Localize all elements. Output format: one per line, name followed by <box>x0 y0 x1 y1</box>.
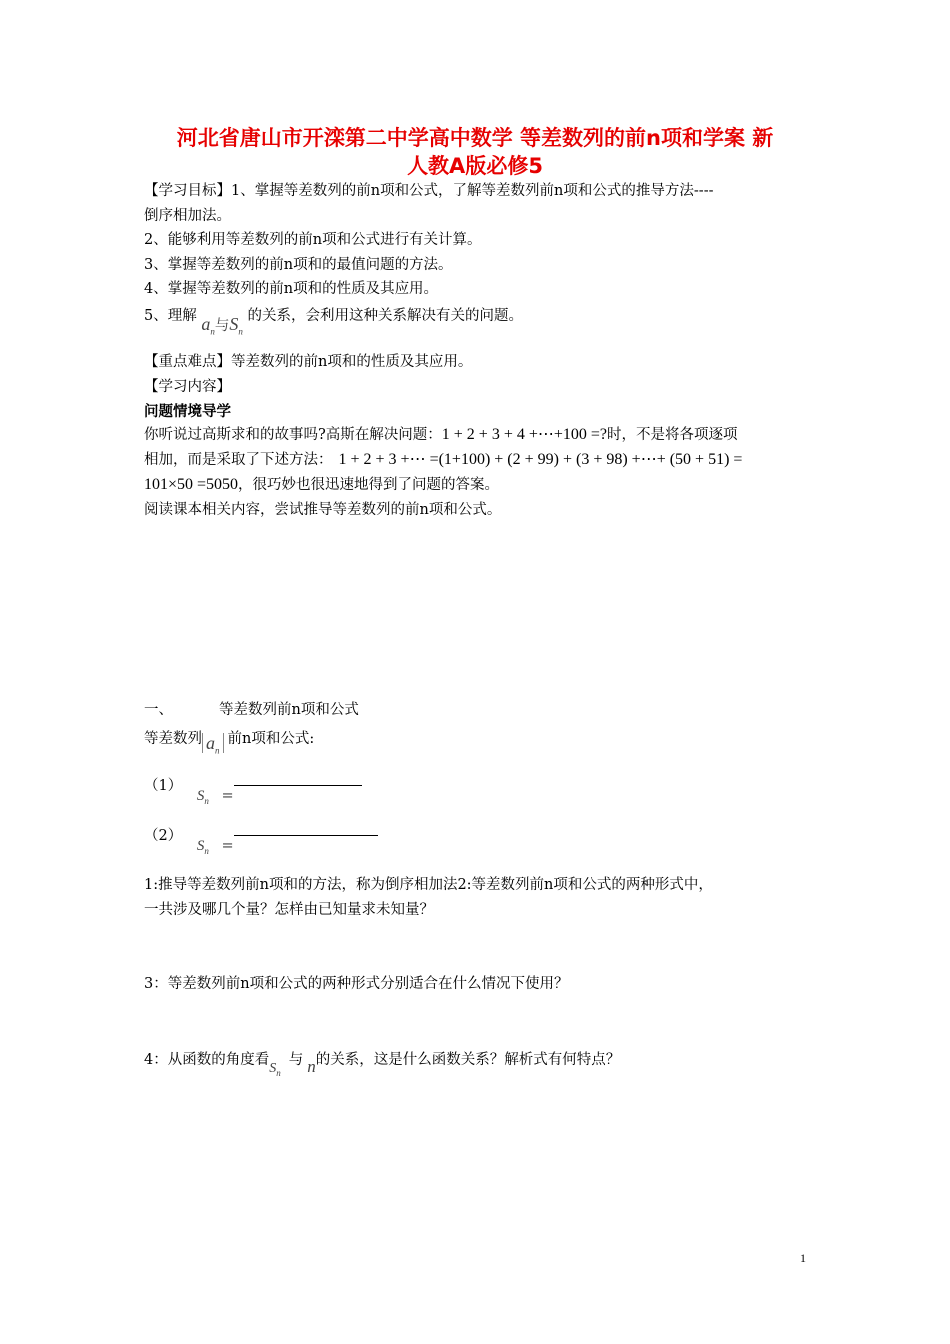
math-with: 与 <box>214 318 230 334</box>
math-n: n <box>307 1057 316 1076</box>
page-number: 1 <box>800 1251 806 1265</box>
equals-sign: = <box>221 788 234 804</box>
gauss-result-math: 101×50 =5050 <box>144 476 239 493</box>
equals-sign: = <box>221 838 234 854</box>
gauss-problem-math: 1 + 2 + 3 + 4 +⋯+100 =? <box>441 426 608 443</box>
intro-line-4: 阅读课本相关内容，尝试推导等差数列的前n项和公式。 <box>144 502 502 518</box>
intro-line-3-text: ，很巧妙也很迅速地得到了问题的答案。 <box>238 477 500 493</box>
gauss-method-math: 1 + 2 + 3 +⋯ =(1+100) + (2 + 99) + (3 + 98) +⋯+ (50 + 51) = <box>338 451 743 468</box>
objective-item-5-suffix: 的关系，会利用这种关系解决有关的问题。 <box>247 308 523 324</box>
document-title-line2: 人教A版必修5 <box>407 154 543 178</box>
objective-item-3: 3、掌握等差数列的前n项和的最值问题的方法。 <box>144 257 453 273</box>
section-one-title: 等差数列前n项和公式 <box>219 702 359 718</box>
answer-blank-2[interactable] <box>234 835 378 836</box>
math-a-n: $a_n$ <box>201 314 215 337</box>
math-set-a-n: $a_n$ <box>202 733 224 753</box>
formula-1-label: （1） <box>144 778 183 794</box>
intro-line-3 <box>144 475 499 495</box>
formula-2 <box>144 826 378 856</box>
key-points: 【重点难点】等差数列的前n项和的性质及其应用。 <box>144 354 473 370</box>
question-1-line2: 一共涉及哪几个量？怎样由已知量求未知量？ <box>144 902 434 918</box>
question-4 <box>144 1049 621 1078</box>
formula-2-label: （2） <box>144 828 183 844</box>
objective-item-5 <box>144 304 523 337</box>
intro-line-1-text: 你听说过高斯求和的故事吗?高斯在解决问题： <box>144 427 442 443</box>
objectives-line2: 倒序相加法。 <box>144 208 231 224</box>
formula-intro-suffix: 前n项和公式: <box>227 731 315 747</box>
intro-line-2-text: 相加，而是采取了下述方法： <box>144 452 333 468</box>
intro-line-1 <box>144 425 738 445</box>
question-4-suffix: 的关系，这是什么函数关系？解析式有何特点？ <box>315 1052 621 1068</box>
question-1-line1: 1:推导等差数列前n项和的方法，称为倒序相加法2:等差数列前n项和公式的两种形式中， <box>144 877 713 893</box>
section-one-number: 一、 <box>144 702 173 718</box>
objectives-line1: 【学习目标】1、掌握等差数列的前n项和公式，了解等差数列前n项和公式的推导方法---- <box>144 183 714 199</box>
math-s-n: $S_n$ <box>229 314 243 337</box>
answer-blank-1[interactable] <box>234 785 362 786</box>
formula-intro-prefix: 等差数列 <box>144 731 202 747</box>
intro-line-2 <box>144 450 742 470</box>
math-with: 与 <box>288 1052 304 1068</box>
question-3: 3：等差数列前n项和公式的两种形式分别适合在什么情况下使用？ <box>144 976 569 992</box>
math-s-n: $S_n$ <box>196 788 209 806</box>
objective-item-4: 4、掌握等差数列的前n项和的性质及其应用。 <box>144 281 439 297</box>
math-s-n: $S_n$ <box>196 838 209 856</box>
formula-1 <box>144 776 362 806</box>
intro-heading: 问题情境导学 <box>144 404 231 420</box>
section-one-heading <box>144 700 359 720</box>
document-title-line1: 河北省唐山市开滦第二中学高中数学 等差数列的前n项和学案 新 <box>176 126 774 150</box>
objective-item-2: 2、能够利用等差数列的前n项和公式进行有关计算。 <box>144 232 482 248</box>
math-s-n: $S_n$ <box>269 1061 281 1078</box>
question-4-prefix: 4：从函数的角度看 <box>144 1052 270 1068</box>
content-heading: 【学习内容】 <box>144 379 231 395</box>
objective-item-5-prefix: 5、理解 <box>144 308 197 324</box>
formula-intro <box>144 727 314 755</box>
intro-line-1-end: 时，不是将各项逐项 <box>607 427 738 443</box>
